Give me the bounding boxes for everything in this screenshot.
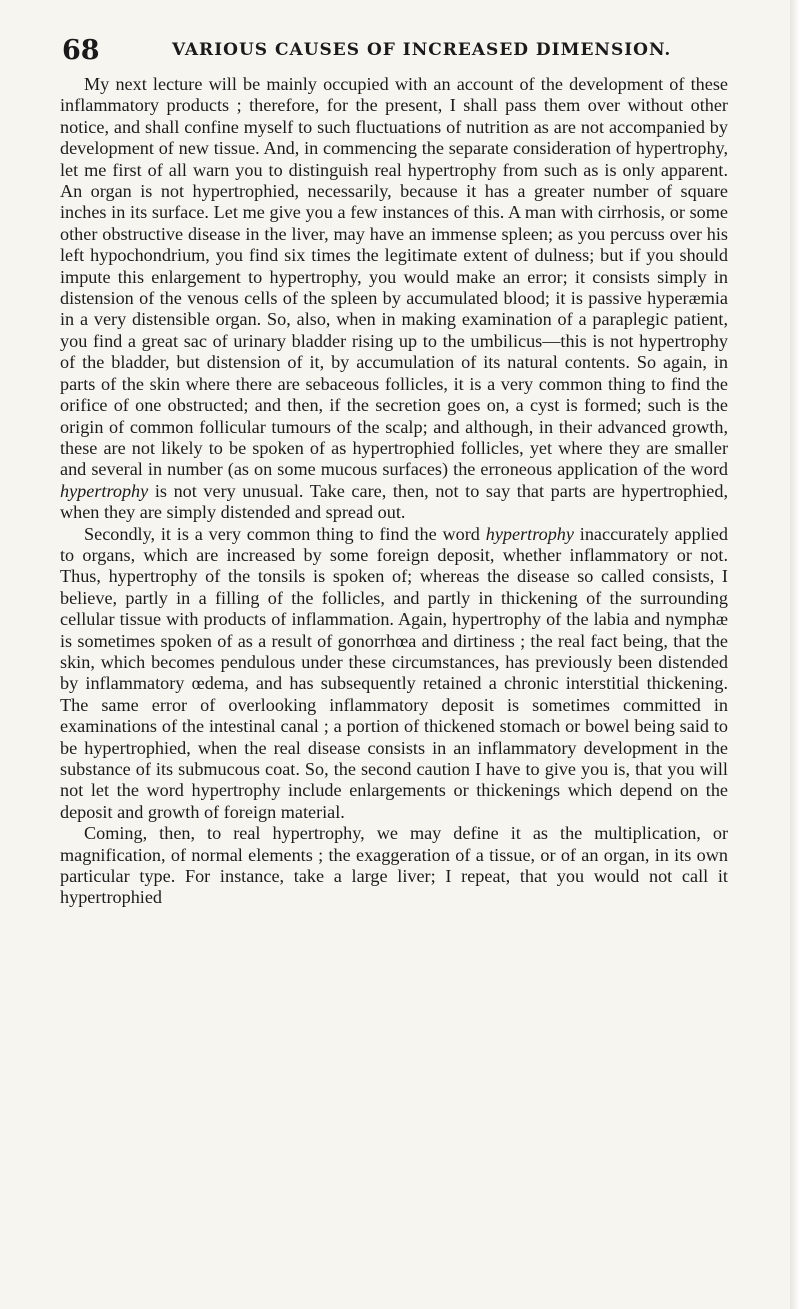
paragraph-1: My next lecture will be mainly occupied with an account of the development of these inflammatory products ; therefore, for the present, I shall pass them over without other notice, and shall confine myself to such fluctuations of nutrition as are not accompanied by development of new tissue. And, in commencing the separate consideration of hypertrophy, let me first of all warn you to distinguish real hypertrophy from such as is only apparent. An organ is not hypertrophied, necessarily, because it has a greater number of square inches in its surface. Let me give you a few instances of this. A man with cirrhosis, or some other obstructive disease in the liver, may have an immense spleen; as you percuss over his left hypochondrium, you find six times the legitimate extent of dulness; but if you should impute this enlargement to hypertrophy, you would make an error; it consists simply in distension of the venous cells of the spleen by accumulated blood; it is passive hyperæmia in a very distensible organ. So, also, when in making examination of a paraplegic patient, you find a great sac of urinary bladder rising up to the umbilicus—this is not hypertrophy of the bladder, but distension of it, by accumulation of its natural contents. So again, in parts of the skin where there are sebaceous follicles, it is a very common thing to find the orifice of one obstructed; and then, if the secretion goes on, a cyst is formed; such is the origin of common follicular tumours of the scalp; and although, in their advanced growth, these are not likely to be spoken of as hypertrophied follicles, yet where they are smaller and several in number (as on some mucous surfaces) the erroneous application of the word hypertrophy is not very unusual. Take care, then, not to say that parts are hypertrophied, when they are simply distended and spread out. (60, 74, 728, 523)
paragraph-3: Coming, then, to real hypertrophy, we may define it as the multiplication, or magnification, of normal elements ; the exaggeration of a tissue, or of an organ, in its own particular type. For instance, take a large liver; I repeat, that you would not call it hypertrophied (60, 823, 728, 908)
running-head: VARIOUS CAUSES OF INCREASED DIMENSION. (172, 40, 672, 60)
body-text (60, 74, 728, 909)
page-number: 68 (62, 35, 100, 66)
page-edge (790, 0, 800, 1309)
paragraph-2: Secondly, it is a very common thing to find the word hypertrophy inaccurately applied to organs, which are increased by some foreign deposit, whether inflammatory or not. Thus, hypertrophy of the tonsils is spoken of; whereas the disease so called consists, I believe, partly in a filling of the follicles, and partly in thickening of the surrounding cellular tissue with products of inflammation. Again, hypertrophy of the labia and nymphæ is sometimes spoken of as a result of gonorrhœa and dirtiness ; the real fact being, that the skin, which becomes pendulous under these circumstances, has previously been distended by inflammatory œdema, and has subsequently retained a chronic interstitial thickening. The same error of overlooking inflammatory deposit is sometimes committed in examinations of the intestinal canal ; a portion of thickened stomach or bowel being said to be hypertrophied, when the real disease consists in an inflammatory development in the substance of its submucous coat. So, the second caution I have to give you is, that you will not let the word hypertrophy include enlargements or thickenings which depend on the deposit and growth of foreign material. (60, 523, 728, 822)
